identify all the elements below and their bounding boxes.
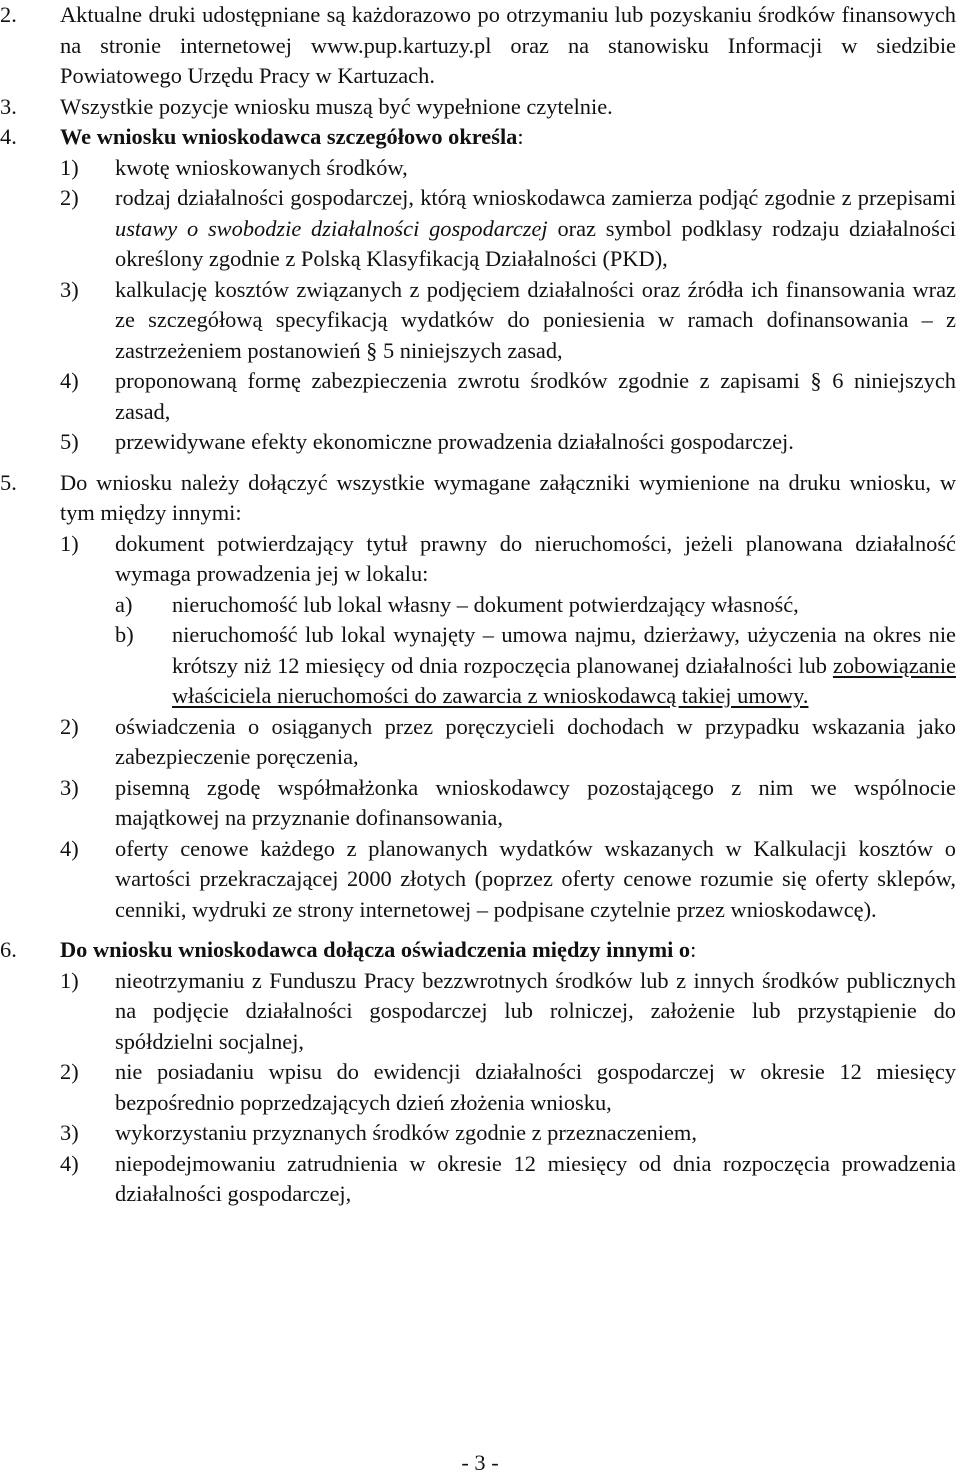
heading-colon: : (690, 937, 697, 962)
item-text: kalkulację kosztów związanych z podjęciem działalności oraz źródła ich finansowania wraz ze szczegółową specyfikacją wydatków do poniesienia w ramach dofinansowania – z zastrzeżeniem postanowień § 5 niniejszych zasad, (115, 276, 956, 363)
heading-colon: : (517, 124, 524, 149)
item-number: 1) (60, 530, 79, 556)
section-4 (0, 122, 956, 153)
item-number: 2) (60, 185, 79, 210)
item-number: 4) (60, 368, 79, 393)
list-item (0, 712, 956, 773)
sub-item-letter: a) (115, 591, 133, 617)
section-number: 2. (0, 2, 17, 27)
list-item (0, 366, 956, 427)
list-item (0, 275, 956, 367)
sub-item (0, 590, 956, 621)
item-number: 1) (60, 154, 79, 180)
section-5 (0, 468, 956, 529)
item-text: niepodejmowaniu zatrudnienia w okresie 12 miesięcy od dnia rozpoczęcia prowadzenia działalności gospodarczej, (115, 1150, 956, 1206)
item-number: 4) (60, 835, 79, 861)
item-text: wykorzystaniu przyznanych środków zgodnie z przeznaczeniem, (115, 1120, 697, 1145)
item-text: nie posiadaniu wpisu do ewidencji działalności gospodarczej w okresie 12 miesięcy bezpośrednio poprzedzających dzień złożenia wniosku, (115, 1059, 956, 1115)
list-item (0, 834, 956, 926)
list-item (0, 1057, 956, 1118)
item-text: nieotrzymaniu z Funduszu Pracy bezzwrotnych środków lub z innych środków publicznych na podjęcie działalności gospodarczej lub rolniczej, założenie lub przystąpienie do spółdzielni socjalnej, (115, 967, 956, 1054)
sub-item (0, 620, 956, 712)
underlined-text: zobowiązanie właściciela nieruchomości do zawarcia z wnioskodawcą takiej umowy. (172, 652, 956, 708)
section-text: Wszystkie pozycje wniosku muszą być wypełnione czytelnie. (60, 93, 613, 119)
list-item (0, 1118, 956, 1149)
item-text: kwotę wnioskowanych środków, (115, 154, 408, 180)
act-title: ustawy o swobodzie działalności gospodarczej (115, 215, 548, 241)
list-item (0, 773, 956, 834)
item-text: proponowaną formę zabezpieczenia zwrotu środków zgodnie z zapisami § 6 niniejszych zasad, (115, 368, 956, 424)
section-heading: Do wniosku wnioskodawca dołącza oświadczenia między innymi o (60, 937, 691, 962)
item-text: pisemną zgodę współmałżonka wnioskodawcy pozostającego z nim we wspólnocie majątkowej na przyznanie dofinansowania, (115, 774, 956, 830)
list-item (0, 183, 956, 275)
section-text: Do wniosku należy dołączyć wszystkie wymagane załączniki wymienione na druku wniosku, w tym między innymi: (60, 469, 956, 525)
section-2 (0, 0, 956, 92)
item-number: 3) (60, 276, 79, 302)
page-number: - 3 - (461, 1450, 499, 1475)
item-number: 1) (60, 967, 79, 993)
item-number: 5) (60, 429, 79, 454)
item-number: 3) (60, 774, 79, 800)
sub-item-text: nieruchomość lub lokal wynajęty – umowa najmu, dzierżawy, użyczenia na okres nie krótszy niż 12 miesięcy od dnia rozpoczęcia planowanej działalności lub (172, 622, 956, 678)
list-item (0, 153, 956, 184)
section-3 (0, 92, 956, 123)
sub-item-letter: b) (115, 622, 134, 647)
list-item (0, 1149, 956, 1210)
section-number: 6. (0, 937, 17, 962)
item-text-cont: oraz symbol podklasy rodzaju działalności określony zgodnie z Polską Klasyfikacją Działalności (PKD), (115, 215, 956, 271)
item-number: 2) (60, 1059, 79, 1084)
list-item (0, 966, 956, 1058)
section-number: 4. (0, 124, 17, 149)
sub-item-text: nieruchomość lub lokal własny – dokument potwierdzający własność, (172, 591, 799, 617)
item-text: dokument potwierdzający tytuł prawny do nieruchomości, jeżeli planowana działalność wymaga prowadzenia jej w lokalu: (115, 530, 956, 586)
item-text: rodzaj działalności gospodarczej, którą wnioskodawca zamierza podjąć zgodnie z przepisami (115, 185, 956, 210)
item-text: oświadczenia o osiąganych przez poręczycieli dochodach w przypadku wskazania jako zabezpieczenie poręczenia, (115, 713, 956, 769)
item-text: przewidywane efekty ekonomiczne prowadzenia działalności gospodarczej. (115, 429, 794, 454)
section-number: 5. (0, 469, 17, 495)
section-6 (0, 935, 956, 966)
item-number: 4) (60, 1150, 79, 1176)
item-text: oferty cenowe każdego z planowanych wydatków wskazanych w Kalkulacji kosztów o wartości przekraczającej 2000 złotych (poprzez oferty cenowe rozumie się oferty sklepów, cenniki, wydruki ze strony internetowej – podpisane czytelnie przez wnioskodawcę). (115, 835, 956, 922)
section-heading: We wniosku wnioskodawca szczegółowo określa (60, 124, 518, 149)
section-text: Aktualne druki udostępniane są każdorazowo po otrzymaniu lub pozyskaniu środków finansowych na stronie internetowej www.pup.kartuzy.pl oraz na stanowisku Informacji w siedzibie Powiatowego Urzędu Pracy w Kartuzach. (60, 2, 956, 88)
list-item (0, 427, 956, 458)
item-number: 2) (60, 713, 79, 739)
section-number: 3. (0, 93, 17, 119)
list-item (0, 529, 956, 590)
item-number: 3) (60, 1120, 79, 1145)
